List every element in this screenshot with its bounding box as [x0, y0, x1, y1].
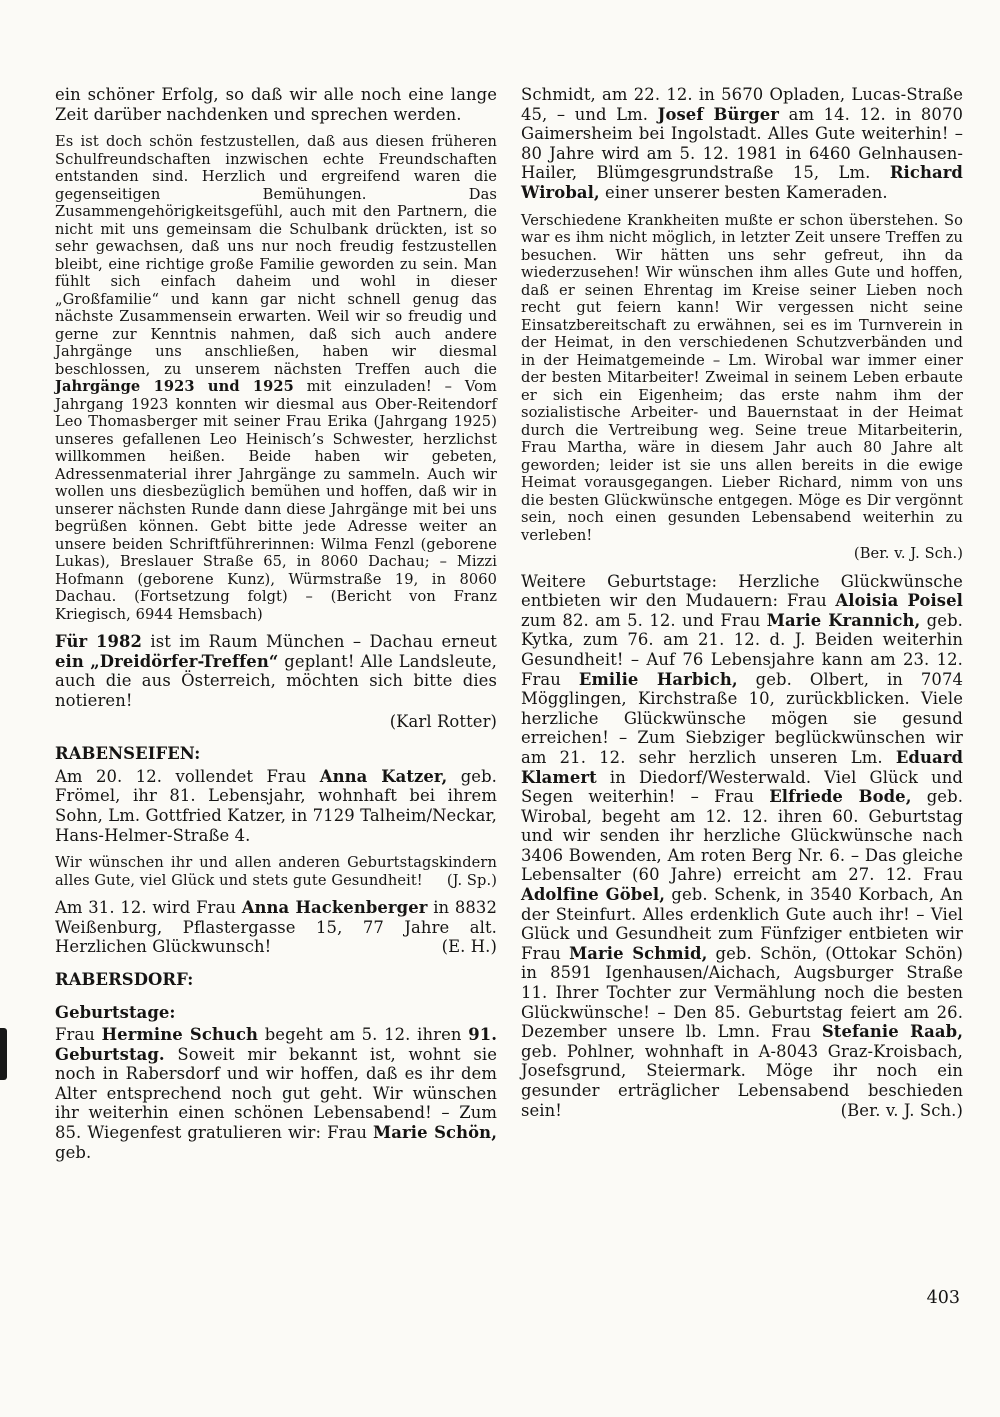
bold-text: Hermine Schuch — [101, 1025, 259, 1045]
bold-text: Emilie Harbich, — [578, 669, 738, 689]
weitere-geburtstage: Weitere Geburtstage: Herzliche Glückwünsche entbieten wir den Mudauern: Frau Aloisia Poisel zum 82. am 5. 12. und Frau Marie Krannich, geb. Kytka, zum 76. am 21. 12. d. J. Beiden weiterhin Gesundheit! – Auf 76 Lebensjahre kann am 23. 12. Frau Emilie Harbich, geb. Olbert, in 7074 Mögglingen, Kirchstraße 10, zurückblicken. Viele herzliche Glückwünsche mögen sie gesund erreichen! – Zum Siebziger beglückwünschen wir am 21. 12. sehr herzlich unseren Lm. Eduard Klamert in Diedorf/Westerwald. Viel Glück und Segen weiterhin! – Frau Elfriede Bode, geb. Wirobal, begeht am 12. 12. ihren 60. Geburtstag und wir senden ihr herzliche Glückwünsche nach 3406 Bowenden, Am roten Berg Nr. 6. – Das gleiche Lebensalter (60 Jahre) erreicht am 27. 12. Frau Adolfine Göbel, geb. Schenk, in 3540 Korbach, An der Steinfurt. Alles erdenklich Gute auch ihr! – Viel Glück und Gesundheit zum Fünfziger entbieten wir Frau Marie Schmid, geb. Schön, (Ottokar Schön) in 8591 Igenhausen/Aichach, Augsburger Straße 11. Ihrer Tochter zur Vermählung noch die besten Glückwünsche! – Den 85. Geburtstag feiert am 26. Dezember unsere lb. Lmn. Frau Stefanie Raab, geb. Pohlner, wohnhaft in A-8043 Graz-Kroisbach, Josefsgrund, Steiermark. Möge ihr noch ein gesunder erträglicher Lebensabend beschieden sein! (Ber. v. J. Sch.) — [521, 571, 964, 1120]
bold-text: Marie Krannich, — [766, 610, 921, 630]
signature: (Ber. v. J. Sch.) — [840, 1100, 963, 1120]
rabersdorf-heading: RABERSDORF: — [55, 969, 194, 989]
scan-artifact-mark — [0, 1028, 7, 1080]
bold-text: Eduard Klamert — [521, 747, 963, 787]
bold-text: Marie Schmid, — [569, 943, 708, 963]
bold-text: Jahrgänge 1923 und 1925 — [55, 378, 294, 396]
dreidoerfer-treffen-notice: Für 1982 ist im Raum München – Dachau erneut ein „Dreidörfer-Treffen“ geplant! Alle Landsleute, auch die aus Österreich, möchten sich bitte dies notieren! (Karl Rotter) — [55, 632, 497, 731]
bold-text: Anna Katzer, — [319, 766, 448, 786]
signature: (J. Sp.) — [446, 871, 497, 889]
bold-text: Aloisia Poisel — [835, 591, 963, 611]
josef-buerger-richard-wirobal-birthdays: Schmidt, am 22. 12. in 5670 Opladen, Lucas-Straße 45, – und Lm. Josef Bürger am 14. 12. in 8070 Gaimersheim bei Ingolstadt. Alles Gute weiterhin! – 80 Jahre wird am 5. 12. 1981 in 6460 Gelnhausen-Hailer, Blümgesgrundstraße 15, Lm. Richard Wirobal, einer unserer besten Kameraden. — [521, 85, 964, 202]
richard-wirobal-tribute: Verschiedene Krankheiten mußte er schon überstehen. So war es ihm nicht möglich, in letzter Zeit unsere Treffen zu besuchen. Wir hätten uns sehr gefreut, ihn da wiederzusehen! Wir wünschen ihm alles Gute und hoffen, daß er seinen Ehrentag im Kreise seiner Lieben noch recht gut feiern kann! Wir vergessen nicht seine Einsatzbereitschaft zu erwähnen, sei es im Turnverein in der Heimat, in den verschiedenen Schutzverbänden und in der Heimatgemeinde – Lm. Wirobal war immer einer der besten Mitarbeiter! Zweimal in seinem Leben erbaute er sich ein Eigenheim; das erste nahm ihm der sozialistische Arbeiter- und Bauernstaat in der Heimat durch die Vertreibung weg. Seine treue Mitarbeiterin, Frau Martha, wäre in diesem Jahr auch 80 Jahre alt geworden; leider ist sie uns allen bereits in die ewige Heimat vorausgegangen. Lieber Richard, nimm von uns die besten Glückwünsche entgegen. Möge es Dir vergönnt sein, noch einen gesunden Lebensabend weiterhin zu verleben! (Ber. v. J. Sch.) — [521, 211, 963, 563]
hermine-schuch-birthday: Frau Hermine Schuch begeht am 5. 12. ihren 91. Geburtstag. Soweit mir bekannt ist, wohnt sie noch in Rabersdorf und wir hoffen, daß es ihr dem Alter entsprechend noch gut geht. Wir wünschen ihr weiterhin einen schönen Lebensabend! – Zum 85. Wiegenfest gratulieren wir: Frau Marie Schön, geb. — [55, 1025, 498, 1162]
signature: (Karl Rotter) — [389, 711, 497, 731]
school-friends-report: Es ist doch schön festzustellen, daß aus diesen früheren Schulfreundschaften inzwischen echte Freundschaften entstanden sind. Herzlich und ergreifend waren die gegenseitigen Bemühungen. Das Zusammengehörigkeitsgefühl, auch mit den Partnern, die nicht mit uns gemeinsam die Schulbank drückten, ist so sehr gewachsen, daß uns nur noch freudig festzustellen bleibt, eine richtige große Familie geworden zu sein. Man fühlt sich einfach daheim und wohl in dieser „Großfamilie“ und kann gar nicht schnell genug das nächste Zusammensein erwarten. Weil wir so freudig und gerne zur Kenntnis nahmen, daß sich auch andere Jahrgänge uns anschließen, haben wir diesmal beschlossen, zu unserem nächsten Treffen auch die Jahrgänge 1923 und 1925 mit einzuladen! – Vom Jahrgang 1923 konnten wir diesmal aus Ober-Reitendorf Leo Thomasberger mit seiner Frau Erika (Jahrgang 1925) unseres gefallenen Leo Heinisch’s Schwester, herzlichst willkommen heißen. Beide haben wir gebeten, Adressenmaterial ihrer Jahrgänge zu sammeln. Auch wir wollen uns diesbezüglich bemühen und hoffen, daß wir in unserer nächsten Runde dann diese Jahrgänge mit bei uns begrüßen können. Gebt bitte jede Adresse weiter an unsere beiden Schriftführerinnen: Wilma Fenzl (geborene Lukas), Breslauer Straße 65, in 8060 Dachau; – Mizzi Hofmann (geborene Kunz), Würmstraße 19, in 8060 Dachau. (Fortsetzung folgt) – (Bericht von Franz Kriegisch, 6944 Hemsbach) — [55, 133, 497, 623]
bold-text: 91. Geburtstag. — [55, 1025, 498, 1064]
anna-hackenberger-birthday: Am 31. 12. wird Frau Anna Hackenberger in 8832 Weißenburg, Pflastergasse 15, 77 Jahre alt. Herzlichen Glückwunsch! (E. H.) — [55, 898, 497, 957]
bold-text: Adolfine Göbel, — [521, 885, 666, 905]
text-columns — [55, 85, 963, 1171]
anna-katzer-birthday: Am 20. 12. vollendet Frau Anna Katzer, geb. Frömel, ihr 81. Lebensjahr, wohnhaft bei ihrem Sohn, Lm. Gottfried Katzer, in 7129 Talheim/Neckar, Hans-Helmer-Straße 4. — [55, 766, 497, 845]
signature: (E. H.) — [441, 937, 497, 957]
bold-text: Anna Hackenberger — [241, 898, 428, 918]
bold-text: Für 1982 — [55, 632, 143, 652]
continuation-paragraph: ein schöner Erfolg, so daß wir alle noch eine lange Zeit darüber nachdenken und sprechen werden. — [55, 85, 497, 124]
right-column — [521, 85, 963, 1171]
bold-text: Stefanie Raab, — [821, 1022, 963, 1042]
bold-text: Richard Wirobal, — [521, 163, 963, 202]
bold-text: Marie Schön, — [373, 1123, 498, 1143]
page-number: 403 — [926, 1288, 960, 1308]
birthday-wishes-note: Wir wünschen ihr und allen anderen Geburtstagskindern alles Gute, viel Glück und stets gute Gesundheit! (J. Sp.) — [55, 854, 497, 889]
bold-text: ein „Dreidörfer-Treffen“ — [55, 651, 279, 671]
signature: (Ber. v. J. Sch.) — [853, 545, 963, 563]
geburtstage-subheading: Geburtstage: — [55, 1002, 176, 1022]
left-column — [55, 85, 497, 1171]
bold-text: Josef Bürger — [657, 104, 780, 124]
bold-text: Elfriede Bode, — [769, 787, 912, 807]
rabenseifen-heading: RABENSEIFEN: — [55, 744, 201, 764]
